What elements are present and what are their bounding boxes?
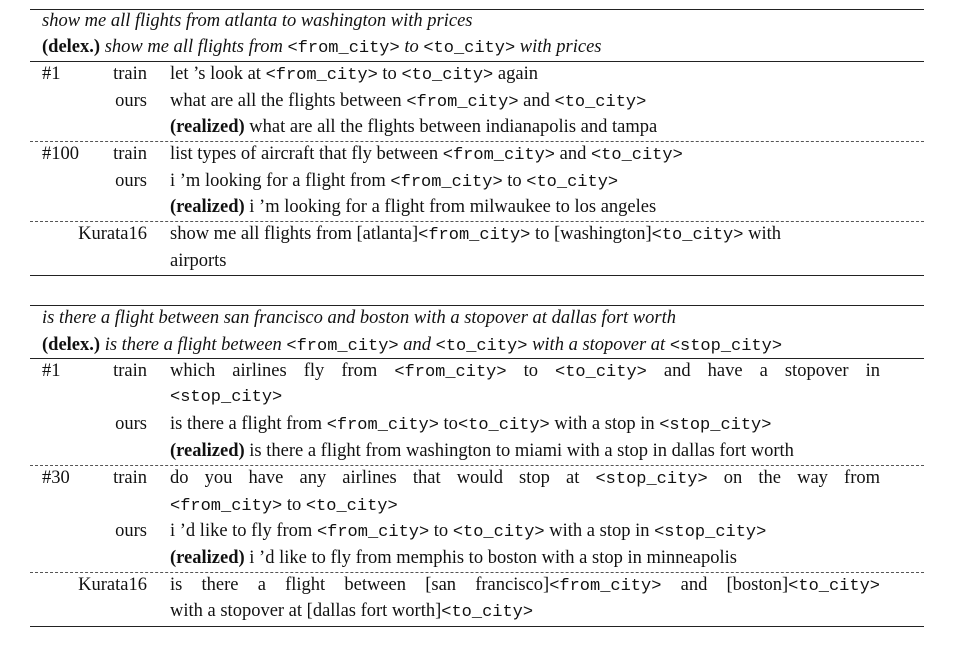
query-2: is there a flight between san francisco and boston with a stopover at dallas fort worth (42, 308, 676, 328)
query-1: show me all flights from atlanta to washington with prices (42, 11, 473, 31)
delex-query-1: (delex.) show me all flights from <from_city> to <to_city> with prices (42, 37, 602, 58)
bottom-rule-1 (30, 275, 924, 276)
delex-query-2: (delex.) is there a flight between <from_city> and <to_city> with a stopover at <stop_city> (42, 335, 783, 356)
bottom-rule-2 (30, 626, 924, 627)
